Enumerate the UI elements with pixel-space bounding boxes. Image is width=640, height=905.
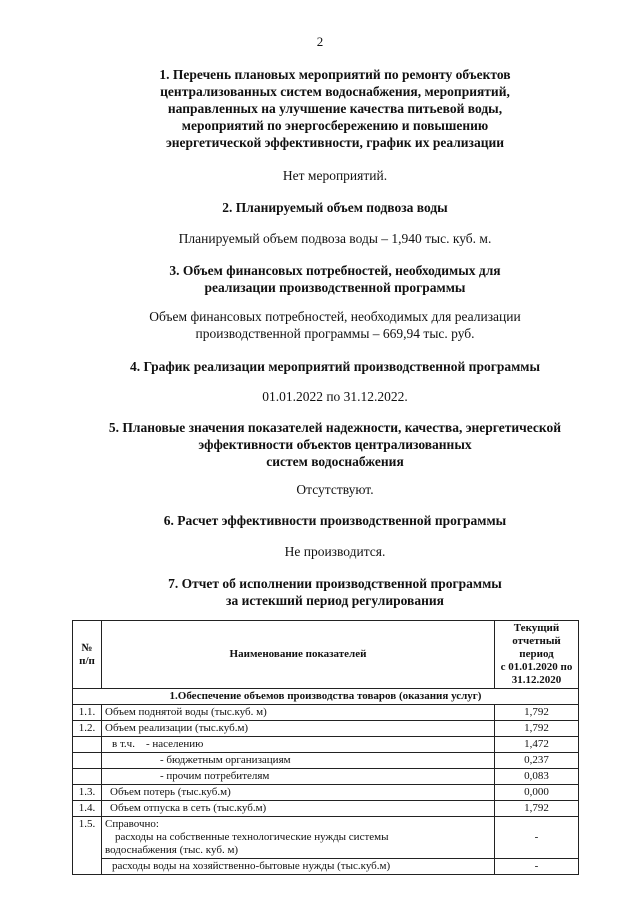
heading-line: реализации производственной программы — [204, 280, 466, 295]
section-5-heading — [60, 419, 610, 470]
table-row — [73, 785, 579, 801]
heading-line: 7. Отчет об исполнении производственной программы — [168, 576, 502, 591]
heading-line: направленных на улучшение качества питьевой воды, — [167, 101, 503, 116]
row-num: 1.4. — [73, 801, 102, 817]
section-6-heading — [60, 512, 610, 529]
header-period-line: с 01.01.2020 по — [500, 661, 573, 673]
row-value: - — [495, 859, 579, 875]
row-name: Объем потерь (тыс.куб.м) — [102, 785, 495, 801]
heading-line: эффективности объектов централизованных — [198, 437, 472, 452]
heading-line: 5. Плановые значения показателей надежности, качества, энергетической — [108, 420, 562, 435]
table-section-row — [73, 689, 579, 705]
body-line: 01.01.2022 по 31.12.2022. — [262, 389, 408, 404]
body-line: Нет мероприятий. — [282, 168, 388, 183]
heading-line: централизованных систем водоснабжения, мероприятий, — [160, 84, 510, 99]
row-num: 1.3. — [73, 785, 102, 801]
row-value: 0,083 — [495, 769, 579, 785]
row-num — [73, 737, 102, 753]
heading-line: мероприятий по энергосбережению и повышению — [181, 118, 489, 133]
row-value: 0,000 — [495, 785, 579, 801]
row-name: - прочим потребителям — [102, 769, 495, 785]
row-name — [102, 817, 495, 859]
header-name: Наименование показателей — [102, 621, 495, 689]
heading-line: 1. Перечень плановых мероприятий по ремонту объектов — [159, 67, 511, 82]
row-value: 1,472 — [495, 737, 579, 753]
header-num: № п/п — [73, 621, 102, 689]
row-num: 1.5. — [73, 817, 102, 875]
row-value: 1,792 — [495, 705, 579, 721]
heading-line: за истекший период регулирования — [226, 593, 444, 608]
heading-line: 4. График реализации мероприятий производственной программы — [129, 359, 541, 374]
section-4-heading — [60, 358, 610, 375]
table-row — [73, 705, 579, 721]
table-section-title: 1.Обеспечение объемов производства товаров (оказания услуг) — [73, 689, 579, 705]
table-row — [73, 737, 579, 753]
row-num — [73, 769, 102, 785]
header-period-line: Текущий — [513, 622, 560, 634]
header-period-line: 31.12.2020 — [511, 674, 562, 686]
row-label: Справочно: — [105, 818, 159, 830]
heading-line: 6. Расчет эффективности производственной программы — [163, 513, 507, 528]
row-num — [73, 753, 102, 769]
table-header-row — [73, 621, 579, 689]
row-name: Объем реализации (тыс.куб.м) — [102, 721, 495, 737]
row-text-line: водоснабжения (тыс. куб. м) — [105, 844, 239, 856]
section-2-body — [60, 230, 610, 247]
row-value: 1,792 — [495, 721, 579, 737]
row-name: в т.ч. - населению — [102, 737, 495, 753]
table-row — [73, 859, 579, 875]
section-2-heading — [60, 199, 610, 216]
table-row — [73, 753, 579, 769]
body-line: Объем финансовых потребностей, необходимых для реализации — [149, 309, 521, 324]
body-line: Не производится. — [284, 544, 386, 559]
section-6-body — [60, 543, 610, 560]
table-row — [73, 801, 579, 817]
heading-line: энергетической эффективности, график их реализации — [165, 135, 505, 150]
body-line: Планируемый объем подвоза воды – 1,940 тыс. куб. м. — [178, 231, 492, 246]
section-1-heading — [60, 66, 610, 151]
report-table — [72, 620, 579, 875]
header-period — [495, 621, 579, 689]
section-7-heading — [60, 575, 610, 609]
row-num: 1.2. — [73, 721, 102, 737]
table-row — [73, 769, 579, 785]
row-num: 1.1. — [73, 705, 102, 721]
heading-line: 3. Объем финансовых потребностей, необходимых для — [169, 263, 501, 278]
heading-line: систем водоснабжения — [266, 454, 404, 469]
row-value: - — [495, 817, 579, 859]
section-1-body — [60, 167, 610, 184]
heading-line: 2. Планируемый объем подвоза воды — [222, 200, 448, 215]
body-line: производственной программы – 669,94 тыс. руб. — [195, 326, 475, 341]
section-4-body — [60, 388, 610, 405]
body-line: Отсутствуют. — [296, 482, 374, 497]
row-value: 0,237 — [495, 753, 579, 769]
header-period-line: отчетный период — [512, 635, 561, 660]
row-name: - бюджетным организациям — [102, 753, 495, 769]
table-row — [73, 721, 579, 737]
table-row — [73, 817, 579, 859]
row-name: Объем поднятой воды (тыс.куб. м) — [102, 705, 495, 721]
page-number: 2 — [316, 34, 324, 49]
section-3-heading — [60, 262, 610, 296]
row-name: расходы воды на хозяйственно-бытовые нужды (тыс.куб.м) — [102, 859, 495, 875]
row-name: Объем отпуска в сеть (тыс.куб.м) — [102, 801, 495, 817]
section-5-body — [60, 481, 610, 498]
row-text-line: расходы на собственные технологические нужды системы — [115, 831, 389, 843]
section-3-body — [60, 308, 610, 342]
row-value: 1,792 — [495, 801, 579, 817]
